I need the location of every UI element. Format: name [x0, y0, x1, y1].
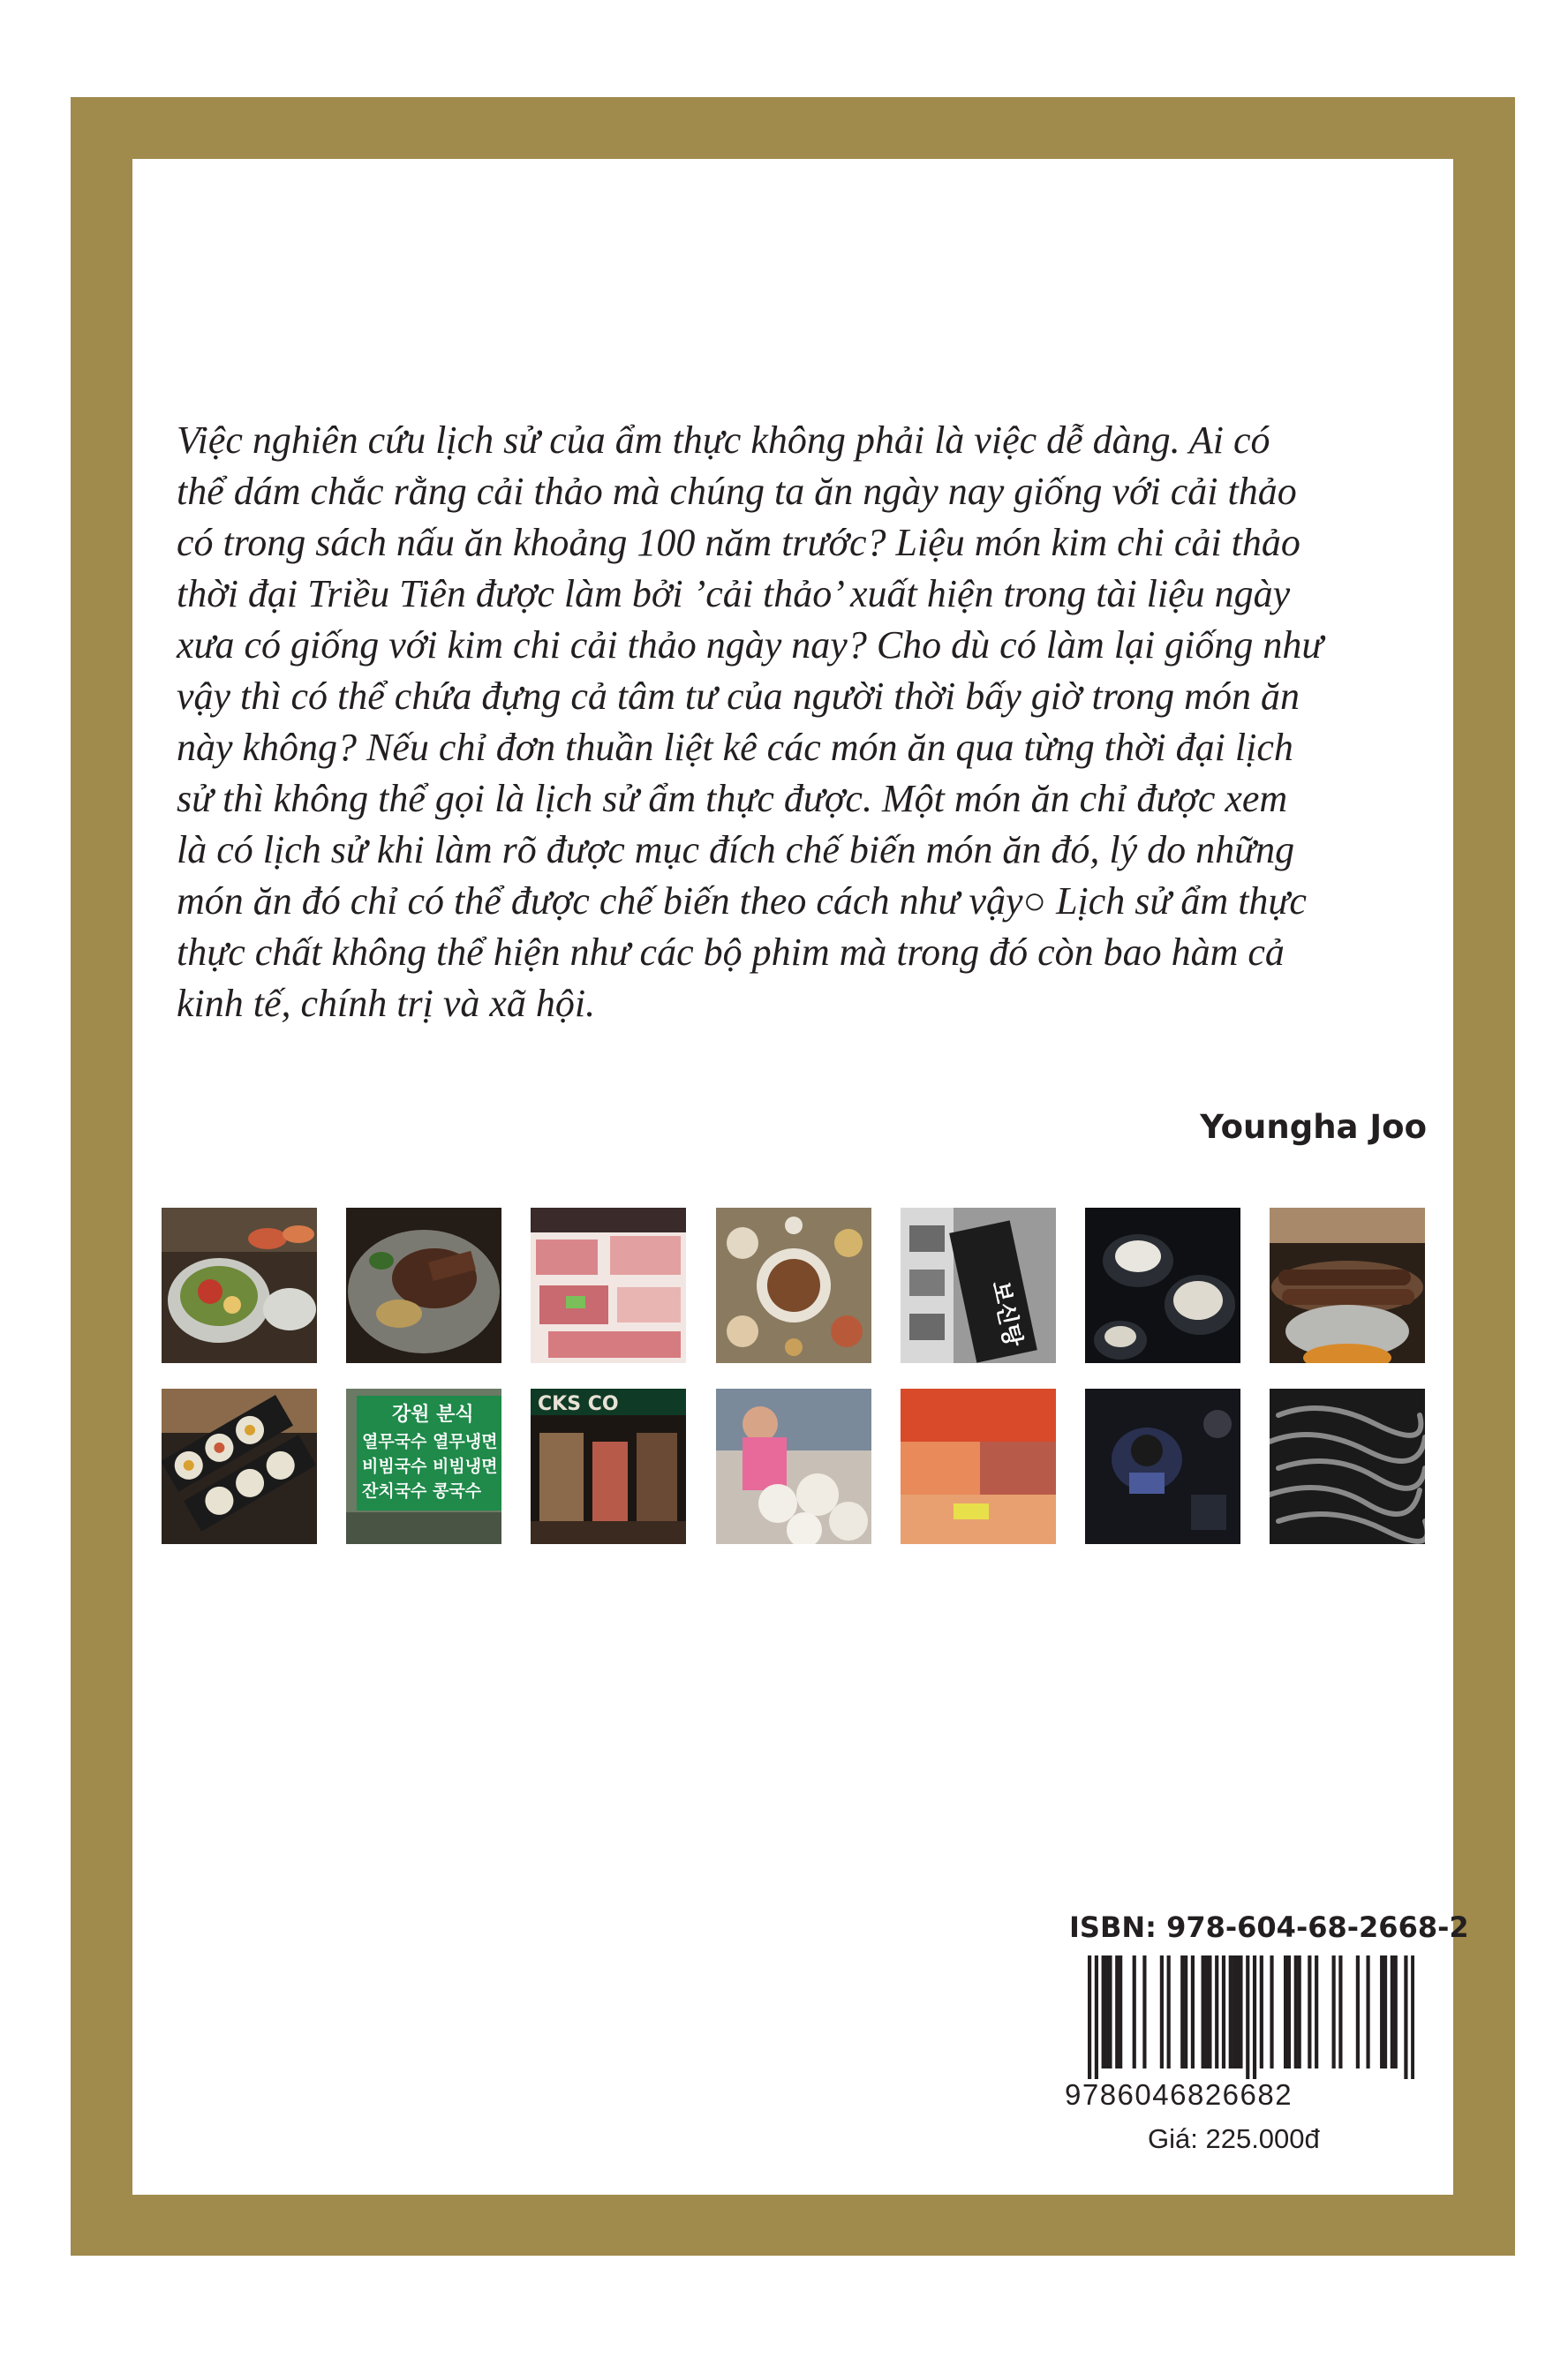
- photo-grid: [162, 1208, 1424, 1544]
- barcode-bar: [1391, 1955, 1394, 2068]
- quote-line: Việc nghiên cứu lịch sử của ẩm thực không phải là việc dễ dàng. Ai có: [177, 418, 1270, 462]
- photo-sausages: [1270, 1208, 1425, 1363]
- barcode-bar: [1383, 1955, 1387, 2068]
- quote-line: sử thì không thể gọi là lịch sử ẩm thực được. Một món ăn chỉ được xem: [177, 777, 1288, 820]
- barcode-bar: [1260, 1955, 1263, 2068]
- barcode-bar: [1160, 1955, 1164, 2068]
- barcode-bar: [1235, 1955, 1239, 2068]
- back-cover-quote: [177, 415, 1426, 1029]
- barcode-bar: [1215, 1955, 1218, 2068]
- barcode-bar: [1239, 1955, 1242, 2068]
- barcode-bar: [1133, 1955, 1136, 2068]
- barcode-bar: [1088, 1955, 1091, 2079]
- barcode-bar: [1229, 1955, 1233, 2068]
- barcode-bar: [1298, 1955, 1301, 2068]
- photo-market-sign: [346, 1389, 501, 1544]
- barcode-bar: [1404, 1955, 1407, 2079]
- photo-street-banner: [901, 1208, 1056, 1363]
- photo-dried-fish: [1270, 1389, 1425, 1544]
- barcode-bar: [1095, 1955, 1098, 2079]
- barcode-bar: [1315, 1955, 1318, 2068]
- sign-line-4: 잔치국수 콩국수: [362, 1481, 482, 1501]
- barcode-bar: [1411, 1955, 1414, 2079]
- quote-line: món ăn đó chỉ có thể được chế biến theo cách như vậy○ Lịch sử ẩm thực: [177, 879, 1307, 923]
- sign-line-1: 강원 분식: [392, 1404, 474, 1426]
- photo-dumplings: [1085, 1208, 1240, 1363]
- barcode-bar: [1338, 1955, 1342, 2068]
- store-sign: CKS CO: [538, 1393, 619, 1415]
- photo-top-view-person: [1085, 1389, 1240, 1544]
- price-label: Giá: 225.000đ: [1148, 2123, 1320, 2154]
- banner-sign: 보신탕: [986, 1278, 1027, 1350]
- quote-line: là có lịch sử khi làm rõ được mục đích chế biến món ăn đó, lý do những: [177, 828, 1295, 871]
- barcode: [1088, 1955, 1414, 2079]
- barcode-bar: [1233, 1955, 1236, 2068]
- barcode-bar: [1204, 1955, 1208, 2068]
- photo-bibimbap: [162, 1208, 317, 1363]
- barcode-bar: [1202, 1955, 1205, 2068]
- barcode-bar: [1294, 1955, 1298, 2068]
- quote-line: thể dám chắc rằng cải thảo mà chúng ta ăn ngày nay giống với cải thảo: [177, 470, 1297, 513]
- barcode-bar: [1184, 1955, 1187, 2068]
- barcode-bar: [1380, 1955, 1383, 2068]
- barcode-bar: [1102, 1955, 1105, 2068]
- barcode-bar: [1167, 1955, 1171, 2068]
- author-name: Youngha Joo: [1200, 1108, 1427, 1146]
- photo-grilled-meat: [346, 1208, 501, 1363]
- barcode-bar: [1222, 1955, 1225, 2068]
- isbn-label: ISBN: 978-604-68-2668-2: [1069, 1910, 1469, 1944]
- barcode-bar: [1366, 1955, 1369, 2068]
- quote-line: thực chất không thể hiện như các bộ phim mà trong đó còn bao hàm cả: [177, 931, 1285, 974]
- barcode-bar: [1119, 1955, 1122, 2068]
- barcode-bar: [1104, 1955, 1108, 2068]
- photo-gimbap: [162, 1389, 317, 1544]
- quote-line: kinh tế, chính trị và xã hội.: [177, 982, 596, 1025]
- barcode-bar: [1270, 1955, 1273, 2068]
- barcode-bar: [1108, 1955, 1112, 2068]
- quote-line: này không? Nếu chỉ đơn thuần liệt kê các món ăn qua từng thời đại lịch: [177, 726, 1293, 769]
- sign-line-2: 열무국수 열무냉면: [362, 1432, 498, 1451]
- photo-market-stall: [901, 1389, 1056, 1544]
- barcode-bar: [1191, 1955, 1195, 2068]
- barcode-bar: [1115, 1955, 1119, 2068]
- barcode-bar: [1356, 1955, 1360, 2068]
- photo-rice-cakes: [716, 1389, 871, 1544]
- barcode-bar: [1332, 1955, 1336, 2068]
- photo-table-spread: [716, 1208, 871, 1363]
- barcode-bar: [1246, 1955, 1249, 2079]
- quote-line: vậy thì có thể chứa đựng cả tâm tư của người thời bấy giờ trong món ăn: [177, 674, 1300, 718]
- barcode-bar: [1142, 1955, 1146, 2068]
- barcode-bar: [1253, 1955, 1256, 2079]
- photo-cafe-interior: [531, 1389, 686, 1544]
- barcode-bar: [1180, 1955, 1184, 2068]
- barcode-bar: [1208, 1955, 1211, 2068]
- quote-line: xưa có giống với kim chi cải thảo ngày nay? Cho dù có làm lại giống như: [177, 623, 1323, 667]
- quote-line: có trong sách nấu ăn khoảng 100 năm trước? Liệu món kim chi cải thảo: [177, 521, 1300, 564]
- barcode-bar: [1394, 1955, 1398, 2068]
- barcode-bar: [1308, 1955, 1311, 2068]
- quote-line: thời đại Triều Tiên được làm bởi ’cải thảo’ xuất hiện trong tài liệu ngày: [177, 572, 1291, 615]
- barcode-number: 9786046826682: [1065, 2078, 1293, 2111]
- sign-line-3: 비빔국수 비빔냉면: [362, 1457, 498, 1476]
- barcode-bar: [1287, 1955, 1291, 2068]
- photo-meat-counter: [531, 1208, 686, 1363]
- barcode-bar: [1284, 1955, 1287, 2068]
